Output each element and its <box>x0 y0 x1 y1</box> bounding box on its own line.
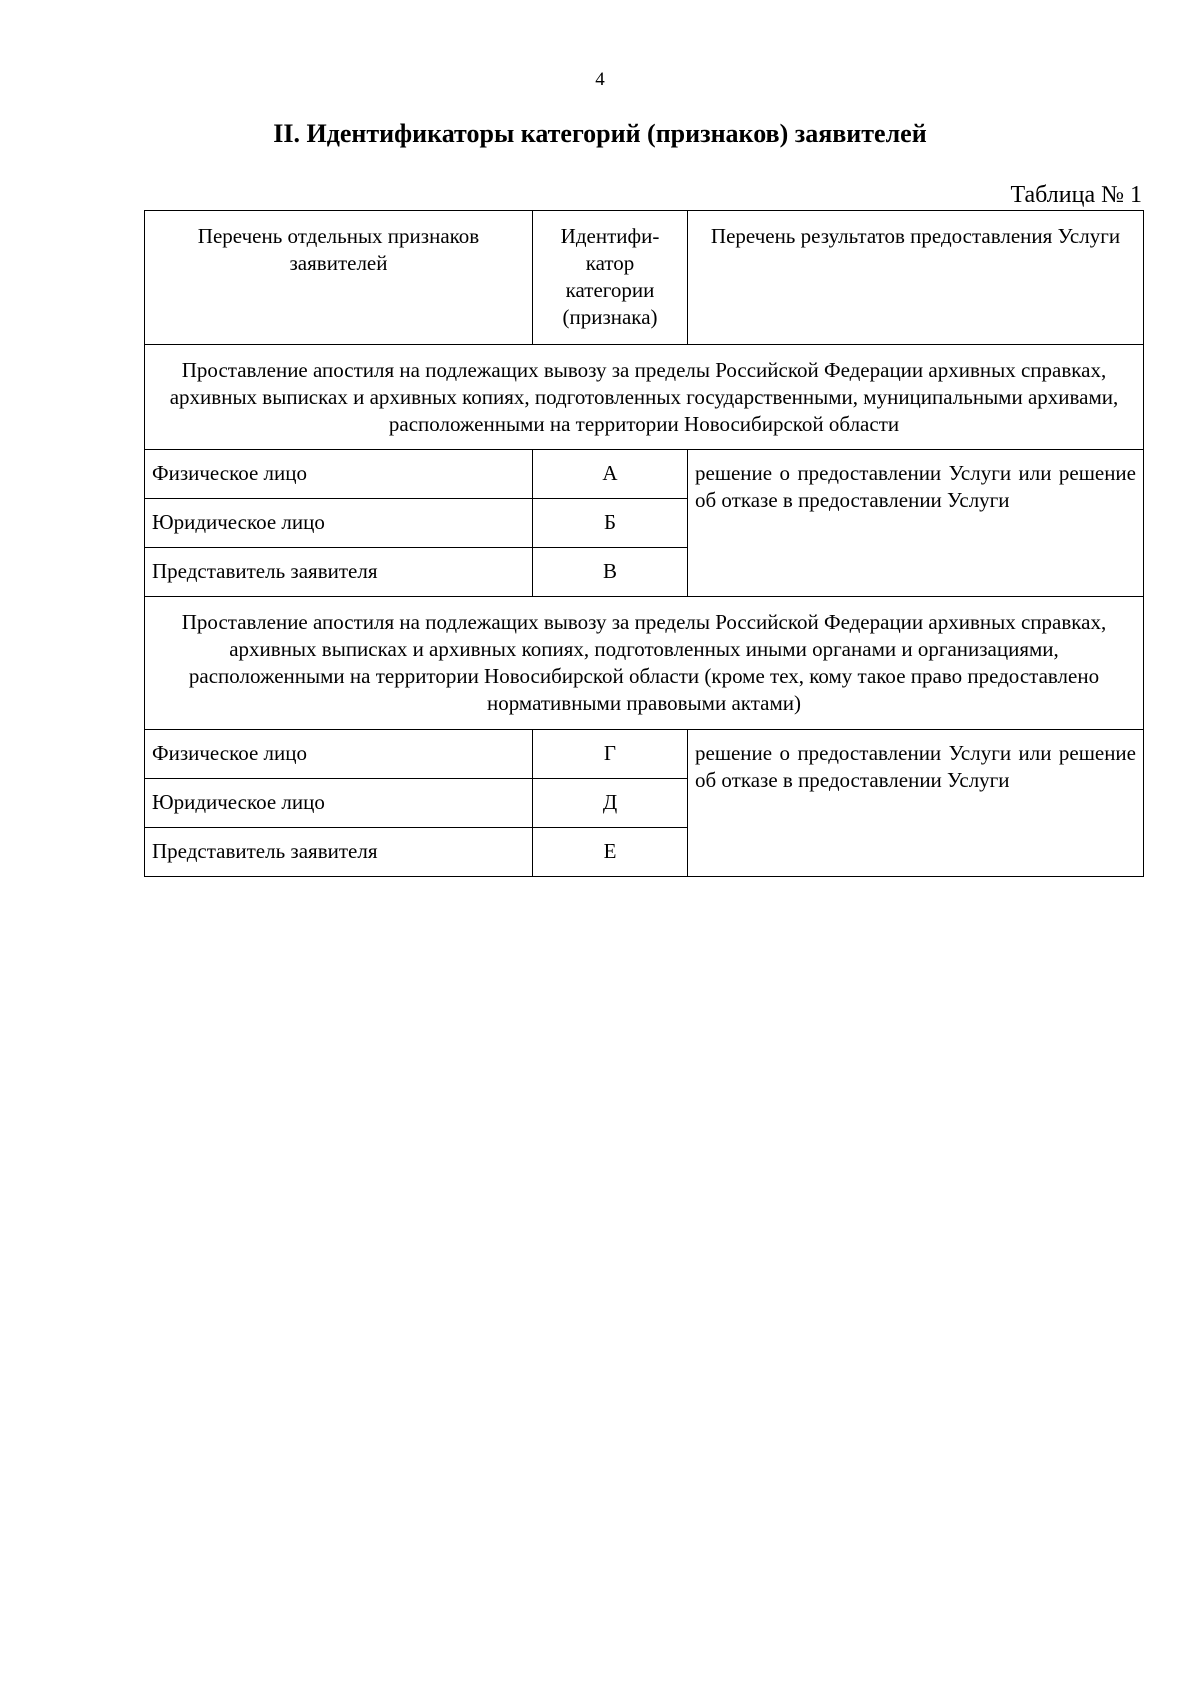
table-row <box>145 730 1144 779</box>
criterion-cell: Юридическое лицо <box>145 499 533 548</box>
criterion-cell: Юридическое лицо <box>145 779 533 828</box>
identifier-cell: Б <box>533 499 688 548</box>
applicant-categories-table <box>144 210 1144 877</box>
group-row <box>145 345 1144 450</box>
table-caption: Таблица № 1 <box>1010 182 1142 208</box>
identifier-cell: Д <box>533 779 688 828</box>
result-cell: решение о предоставлении Услуги или решение об отказе в предоставлении Услуги <box>688 450 1144 597</box>
group-title: Проставление апостиля на подлежащих вывозу за пределы Российской Федерации архивных справках, архивных выписках и архивных копиях, подготовленных государственными, муниципальными архивами, расположенными на территории Новосибирской области <box>145 345 1144 450</box>
result-cell: решение о предоставлении Услуги или решение об отказе в предоставлении Услуги <box>688 730 1144 877</box>
header-criteria: Перечень отдельных признаков заявителей <box>145 211 533 345</box>
identifier-cell: Е <box>533 828 688 877</box>
header-results: Перечень результатов предоставления Услуги <box>688 211 1144 345</box>
page-number: 4 <box>595 69 605 90</box>
identifier-cell: А <box>533 450 688 499</box>
section-title: II. Идентификаторы категорий (признаков) заявителей <box>273 119 927 148</box>
identifier-cell: Г <box>533 730 688 779</box>
identifier-cell: В <box>533 548 688 597</box>
criterion-cell: Физическое лицо <box>145 450 533 499</box>
criterion-cell: Представитель заявителя <box>145 828 533 877</box>
header-identifier: Идентифи-катор категории (признака) <box>533 211 688 345</box>
criterion-cell: Представитель заявителя <box>145 548 533 597</box>
group-title: Проставление апостиля на подлежащих вывозу за пределы Российской Федерации архивных справках, архивных выписках и архивных копиях, подготовленных иными органами и организациями, расположенными на территории Новосибирской области (кроме тех, кому такое право предоставлено нормативными правовыми актами) <box>145 597 1144 730</box>
group-row <box>145 597 1144 730</box>
table-header-row <box>145 211 1144 345</box>
criterion-cell: Физическое лицо <box>145 730 533 779</box>
table-row <box>145 450 1144 499</box>
